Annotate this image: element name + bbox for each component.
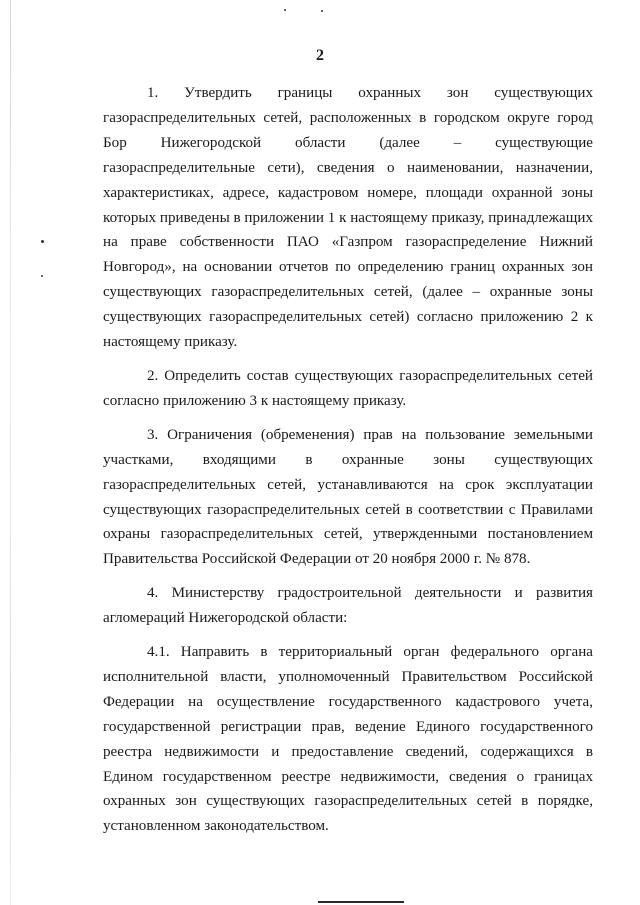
scan-speck <box>41 240 44 243</box>
paragraph-4: 4. Министерству градостроительной деятельности и развития агломераций Нижегородской области: <box>103 585 593 627</box>
scan-speck <box>41 275 43 277</box>
scan-speck <box>321 10 323 12</box>
page-bottom-mark <box>318 901 404 903</box>
paragraph-1: 1. Утвердить границы охранных зон существующих газораспределительных сетей, расположенных в городском округе город Бор Нижегородской области (далее – существующие газораспределительные сети), сведения о наименовании, назначении, характеристиках, адресе, кадастровом номере, площади охранной зоны которых приведены в приложении 1 к настоящему приказу, принадлежащих на праве собственности ПАО «Газпром газораспределение Нижний Новгород», на основании отчетов по определению границ охранных зон существующих газораспределительных сетей, (далее – охранные зоны существующих газораспределительных сетей) согласно приложению 2 к настоящему приказу. <box>103 85 593 351</box>
page-number: 2 <box>316 47 324 64</box>
paragraph-4-1: 4.1. Направить в территориальный орган федерального органа исполнительной власти, уполномоченный Правительством Российской Федерации на осуществление государственного кадастрового учета, государственной регистрации прав, ведение Единого государственного реестра недвижимости и предоставление сведений, содержащихся в Едином государственном реестре недвижимости, сведения о границах охранных зон существующих газораспределительных сетей в порядке, установленном законодательством. <box>103 644 593 835</box>
paragraph-2: 2. Определить состав существующих газораспределительных сетей согласно приложению 3 к настоящему приказу. <box>103 367 593 409</box>
scan-edge <box>10 0 11 905</box>
document-body <box>103 81 593 848</box>
scan-speck <box>284 9 286 11</box>
paragraph-3: 3. Ограничения (обременения) прав на пользование земельными участками, входящими в охранные зоны существующих газораспределительных сетей, устанавливаются на срок эксплуатации существующих газораспределительных сетей в соответствии с Правилами охраны газораспределительных сетей, утвержденными постановлением Правительства Российской Федерации от 20 ноября 2000 г. № 878. <box>103 426 593 568</box>
